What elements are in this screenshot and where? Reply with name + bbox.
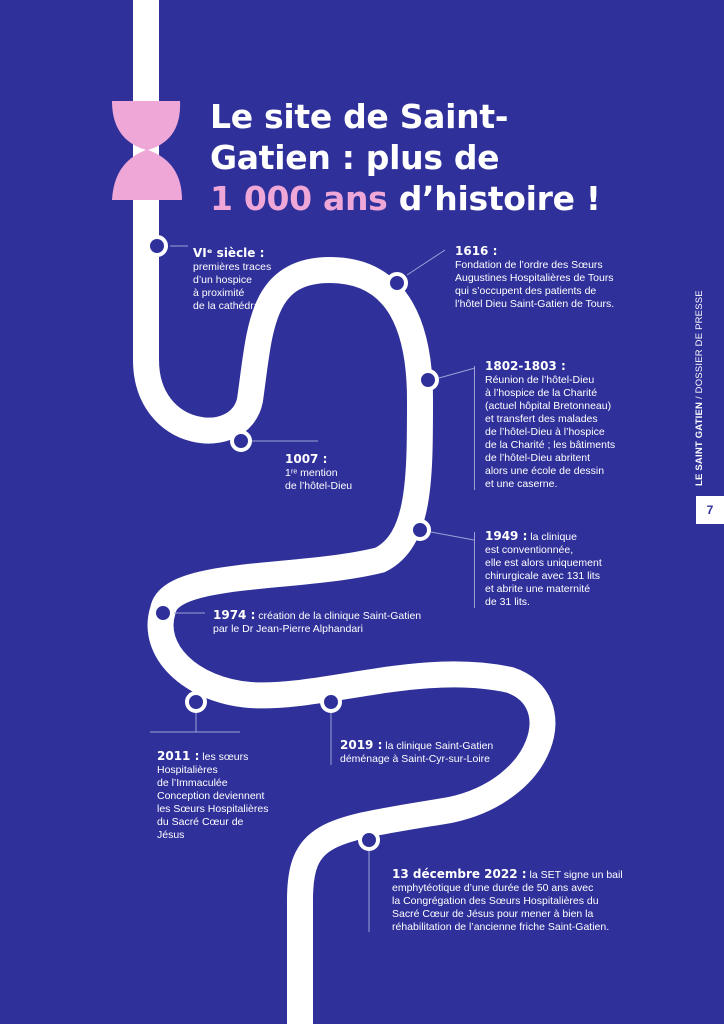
event-line: qui s’occupent des patients de <box>455 285 597 297</box>
timeline-marker <box>411 521 474 540</box>
event-line: de l’hôtel-Dieu à l’hospice <box>485 426 605 438</box>
event-line: du Sacré Cœur de <box>157 816 244 828</box>
event-date: VIᵉ siècle : <box>193 246 265 260</box>
timeline-marker <box>388 250 445 292</box>
event-date: 1616 : <box>455 244 498 258</box>
event-line: et transfert des malades <box>485 413 598 425</box>
event-rule <box>474 366 475 490</box>
event-line: à proximité <box>193 287 245 299</box>
event-date: 1974 : <box>213 608 256 622</box>
timeline-event-1802-1803 <box>485 360 615 491</box>
event-line: 1ʳᵉ mention <box>285 467 338 479</box>
event-line: les Sœurs Hospitalières <box>157 803 269 815</box>
timeline-marker <box>322 693 340 765</box>
title-line-2: Gatien : plus de <box>210 138 500 177</box>
page-title <box>210 96 630 219</box>
event-line: chirurgicale avec 131 lits <box>485 570 600 582</box>
timeline-event-2022 <box>392 868 623 934</box>
event-line: déménage à Saint-Cyr-sur-Loire <box>340 753 490 765</box>
event-text: la clinique Saint-Gatien <box>382 740 494 752</box>
timeline-event-1007 <box>285 453 352 493</box>
event-text: création de la clinique Saint-Gatien <box>255 610 422 622</box>
event-line: et une caserne. <box>485 478 558 490</box>
timeline-event-2019 <box>340 739 493 766</box>
event-text: la clinique <box>527 531 577 543</box>
event-date: 13 décembre 2022 : <box>392 867 527 881</box>
event-line: la Congrégation des Sœurs Hospitalières du <box>392 895 599 907</box>
event-line: Sacré Cœur de Jésus pour mener à bien la <box>392 908 594 920</box>
event-line: (actuel hôpital Bretonneau) <box>485 400 612 412</box>
event-line: Réunion de l’hôtel-Dieu <box>485 374 595 386</box>
title-accent: 1 000 ans <box>210 179 388 218</box>
event-line: d’un hospice <box>193 274 252 286</box>
hourglass-icon <box>112 101 182 200</box>
timeline-event-2011 <box>157 750 268 842</box>
event-line: Hospitalières <box>157 764 218 776</box>
event-line: elle est alors uniquement <box>485 557 602 569</box>
running-header-separator: / <box>694 393 705 402</box>
event-line: de la Charité ; les bâtiments <box>485 439 616 451</box>
event-line: Fondation de l’ordre des Sœurs <box>455 259 603 271</box>
event-date: 1949 : <box>485 529 528 543</box>
event-line: réhabilitation de l’ancienne friche Saint-Gatien. <box>392 921 610 933</box>
event-line: de l’Immaculée <box>157 777 228 789</box>
event-date: 1007 : <box>285 452 328 466</box>
event-line: de la cathédrale <box>193 300 268 312</box>
event-text: la SET signe un bail <box>526 869 623 881</box>
event-line: Augustines Hospitalières de Tours <box>455 272 614 284</box>
running-header-section: DOSSIER DE PRESSE <box>694 290 705 394</box>
event-line: et abrite une maternité <box>485 583 591 595</box>
event-date: 2019 : <box>340 738 383 752</box>
timeline-event-1949 <box>485 530 602 609</box>
timeline-event-1974 <box>213 609 421 636</box>
event-line: de l’hôtel-Dieu <box>285 480 353 492</box>
title-rest: d’histoire ! <box>387 179 601 218</box>
event-line: Jésus <box>157 829 185 841</box>
event-line: de l’hôtel-Dieu abritent <box>485 452 591 464</box>
event-line: est conventionnée, <box>485 544 574 556</box>
event-line: de 31 lits. <box>485 596 530 608</box>
event-date: 1802-1803 : <box>485 359 566 373</box>
timeline-marker <box>148 237 188 255</box>
event-line: par le Dr Jean-Pierre Alphandari <box>213 623 363 635</box>
event-line: emphytéotique d’une durée de 50 ans avec <box>392 882 594 894</box>
title-line-1: Le site de Saint- <box>210 97 509 136</box>
event-line: l’hôtel Dieu Saint-Gatien de Tours. <box>455 298 615 310</box>
event-line: premières traces <box>193 261 272 273</box>
event-date: 2011 : <box>157 749 200 763</box>
event-line: à l’hospice de la Charité <box>485 387 598 399</box>
page-number: 7 <box>696 496 724 524</box>
timeline-marker <box>360 831 378 932</box>
event-line: alors une école de dessin <box>485 465 605 477</box>
event-rule <box>474 532 475 608</box>
timeline-marker <box>419 368 475 389</box>
timeline-event-1616 <box>455 245 614 311</box>
running-header <box>694 290 705 486</box>
event-line: Conception deviennent <box>157 790 265 802</box>
timeline-event-6th-century <box>193 247 271 313</box>
event-text: les sœurs <box>199 751 249 763</box>
running-header-brand: LE SAINT GATIEN <box>694 401 705 486</box>
timeline-marker <box>232 432 318 450</box>
